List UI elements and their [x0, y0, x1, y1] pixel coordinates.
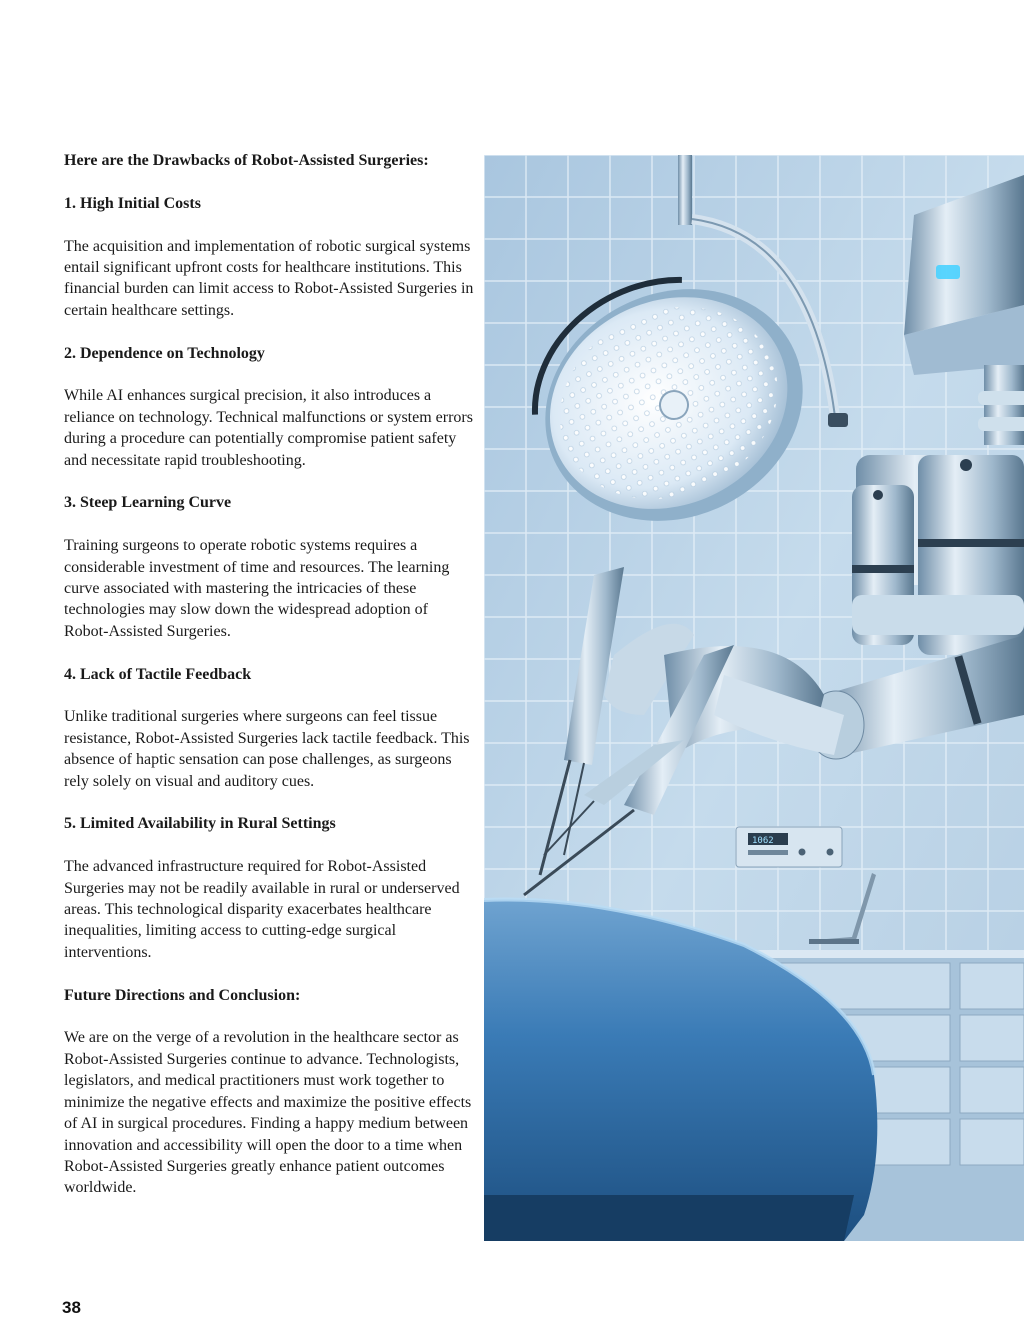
section-title-limited-availability: 5. Limited Availability in Rural Settings [64, 815, 336, 833]
section-body-lack-of-tactile-feedback: Unlike traditional surgeries where surgeons can feel tissue resistance, Robot-Assisted Surgeries lack tactile feedback. This absence of haptic sensation can pose challenges, as surgeons rely solely on visual and auditory cues. [64, 708, 470, 790]
section-body-limited-availability: The advanced infrastructure required for Robot-Assisted Surgeries may not be readily available in rural or underserved areas. This technological disparity exacerbates healthcare inequalities, limiting access to cutting-edge surgical interventions. [64, 858, 460, 961]
operating-room-illustration [484, 155, 1024, 1241]
robot-body [852, 455, 1024, 655]
monitor-readout: 1062 [752, 836, 774, 846]
article-column [64, 150, 476, 1220]
surgical-robot-photo [484, 155, 1024, 1241]
article-heading: Here are the Drawbacks of Robot-Assisted Surgeries: [64, 152, 429, 169]
section-body-dependence-on-technology: While AI enhances surgical precision, it also introduces a reliance on technology. Technical malfunctions or system errors during a procedure can potentially compromise patient safety and necessitate rapid troubleshooting. [64, 387, 473, 469]
section-title-lack-of-tactile-feedback: 4. Lack of Tactile Feedback [64, 665, 252, 683]
section-title-high-initial-costs: 1. High Initial Costs [64, 194, 201, 212]
page-number: 38 [62, 1298, 81, 1317]
section-body-steep-learning-curve: Training surgeons to operate robotic systems requires a considerable investment of time and resources. The learning curve associated with mastering the intricacies of these technologies may slow down the widespread adoption of Robot-Assisted Surgeries. [64, 537, 450, 640]
conclusion-title: Future Directions and Conclusion: [64, 986, 301, 1004]
section-body-high-initial-costs: The acquisition and implementation of robotic surgical systems entail significant upfront costs for healthcare institutions. This financial burden can limit access to Robot-Assisted Surgeries in certain healthcare settings. [64, 237, 474, 319]
lamp-handle [828, 413, 848, 427]
conclusion-body: We are on the verge of a revolution in the healthcare sector as Robot-Assisted Surgeries continue to advance. Technologists, legislators, and medical practitioners must work together to minimize the negative effects and maximize the positive effects of AI in surgical procedures. Finding a happy medium between innovation and accessibility will open the door to a time when Robot-Assisted Surgeries greatly enhance patient outcomes worldwide. [64, 1029, 472, 1197]
wall-monitor [736, 827, 842, 867]
section-title-dependence-on-technology: 2. Dependence on Technology [64, 344, 265, 362]
section-title-steep-learning-curve: 3. Steep Learning Curve [64, 494, 232, 512]
